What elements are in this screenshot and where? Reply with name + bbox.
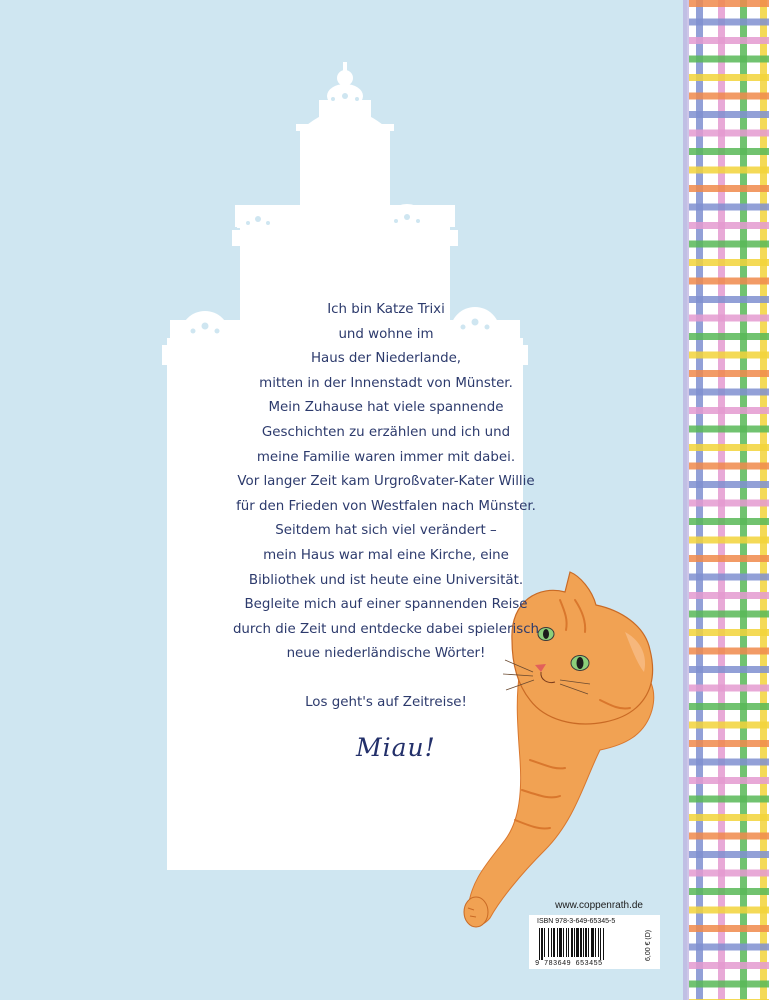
barcode-bar [544, 928, 545, 957]
barcode-bar [568, 928, 569, 957]
plaid-stripe-horizontal [689, 629, 769, 636]
barcode-bar [557, 928, 558, 957]
barcode-bar [595, 928, 596, 957]
plaid-stripe-horizontal [689, 722, 769, 729]
plaid-stripe-horizontal [689, 740, 769, 747]
plaid-stripe-horizontal [689, 333, 769, 340]
plaid-stripe-horizontal [689, 93, 769, 100]
plaid-stripe-horizontal [689, 907, 769, 914]
story-line: Ich bin Katze Trixi [327, 302, 445, 317]
plaid-stripe-horizontal [689, 703, 769, 710]
barcode-icon [539, 928, 639, 960]
plaid-stripe-horizontal [689, 352, 769, 359]
barcode-label [529, 915, 660, 969]
plaid-stripe-horizontal [689, 19, 769, 26]
plaid-stripe-horizontal [689, 574, 769, 581]
barcode-number: 9 783649 653455 [535, 960, 603, 968]
plaid-stripe-horizontal [689, 426, 769, 433]
isbn-text: ISBN 978-3-649-65345-5 [537, 918, 616, 925]
plaid-stripe-horizontal [689, 37, 769, 44]
plaid-stripe-horizontal [689, 148, 769, 155]
plaid-stripe-horizontal [689, 518, 769, 525]
closing-line: Los geht's auf Zeitreise! [305, 694, 467, 710]
plaid-stripe-horizontal [689, 111, 769, 118]
story-line: Seitdem hat sich viel verändert – [275, 523, 497, 539]
plaid-stripe-horizontal [689, 962, 769, 969]
plaid-stripe-horizontal [689, 185, 769, 192]
plaid-stripe-horizontal [689, 500, 769, 507]
plaid-stripe-horizontal [689, 555, 769, 562]
story-line: meine Familie waren immer mit dabei. [256, 449, 516, 465]
story-line: für den Frieden von Westfalen nach Münster. [236, 498, 536, 514]
story-line: mein Haus war mal eine Kirche, eine [263, 547, 509, 563]
plaid-stripe-horizontal [689, 981, 769, 988]
barcode-bar [600, 928, 601, 960]
barcode-bar [591, 928, 594, 957]
price-text: 6,00 € (D) [645, 929, 652, 961]
plaid-stripe-horizontal [689, 389, 769, 396]
plaid-stripe-horizontal [689, 481, 769, 488]
plaid-stripe-horizontal [689, 463, 769, 470]
plaid-stripe-horizontal [689, 444, 769, 451]
plaid-stripe-horizontal [689, 685, 769, 692]
plaid-stripe-horizontal [689, 407, 769, 414]
plaid-stripe-horizontal [689, 592, 769, 599]
plaid-stripe-horizontal [689, 222, 769, 229]
story-line: mitten in der Innenstadt von Münster. [259, 375, 513, 391]
story-line: und wohne im [338, 326, 434, 342]
plaid-stripe-horizontal [689, 648, 769, 655]
plaid-stripe-horizontal [689, 814, 769, 821]
story-line: durch die Zeit und entdecke dabei spielerisch [232, 621, 540, 637]
plaid-stripe-horizontal [689, 315, 769, 322]
plaid-stripe-horizontal [689, 296, 769, 303]
barcode-bar [598, 928, 599, 957]
plaid-stripe-horizontal [689, 204, 769, 211]
plaid-stripe-horizontal [689, 851, 769, 858]
barcode-bar [548, 928, 549, 957]
story-line: Bibliothek und ist heute eine Universität. [248, 572, 524, 588]
barcode-bar [553, 928, 555, 957]
barcode-bar [563, 928, 564, 957]
barcode-bar [551, 928, 552, 957]
barcode-bar [585, 928, 587, 957]
plaid-stripe-horizontal [689, 241, 769, 248]
barcode-bar [566, 928, 567, 957]
plaid-stripe-horizontal [689, 833, 769, 840]
plaid-pattern-icon [687, 0, 769, 1000]
barcode-bar [603, 928, 604, 960]
plaid-stripe-horizontal [689, 130, 769, 137]
plaid-stripe-horizontal [689, 777, 769, 784]
barcode-bar [583, 928, 584, 957]
barcode-bar [574, 928, 575, 957]
publisher-website[interactable]: www.coppenrath.de [555, 900, 643, 911]
plaid-stripe-horizontal [689, 796, 769, 803]
plaid-stripe-horizontal [689, 56, 769, 63]
story-text [226, 298, 546, 716]
plaid-stripe-horizontal [689, 888, 769, 895]
plaid-stripe-horizontal [689, 74, 769, 81]
plaid-stripe-horizontal [689, 0, 769, 7]
barcode-bar [571, 928, 573, 957]
barcode-bar [580, 928, 582, 957]
barcode-bar [539, 928, 540, 960]
plaid-stripe-horizontal [689, 370, 769, 377]
barcode-bar [588, 928, 589, 957]
story-line: Geschichten zu erzählen und ich und [261, 424, 511, 440]
plaid-stripe-horizontal [689, 611, 769, 618]
story-line: neue niederländische Wörter! [286, 646, 486, 662]
story-line: Begleite mich auf einer spannenden Reise [244, 597, 528, 613]
plaid-stripe-horizontal [689, 925, 769, 932]
story-line: Vor langer Zeit kam Urgroßvater-Kater Willie [237, 474, 535, 490]
plaid-stripe-horizontal [689, 537, 769, 544]
plaid-stripe-horizontal [689, 759, 769, 766]
plaid-stripe-horizontal [689, 167, 769, 174]
barcode-bar [541, 928, 543, 960]
signature: Miau! [356, 733, 436, 762]
barcode-bar [559, 928, 562, 957]
barcode-bar [576, 928, 579, 957]
plaid-stripe-horizontal [689, 666, 769, 673]
story-line: Haus der Niederlande, [310, 351, 462, 367]
plaid-stripe-horizontal [689, 278, 769, 285]
plaid-stripe-horizontal [689, 870, 769, 877]
plaid-stripe-horizontal [689, 259, 769, 266]
story-line: Mein Zuhause hat viele spannende [268, 400, 504, 416]
plaid-stripe-horizontal [689, 944, 769, 951]
